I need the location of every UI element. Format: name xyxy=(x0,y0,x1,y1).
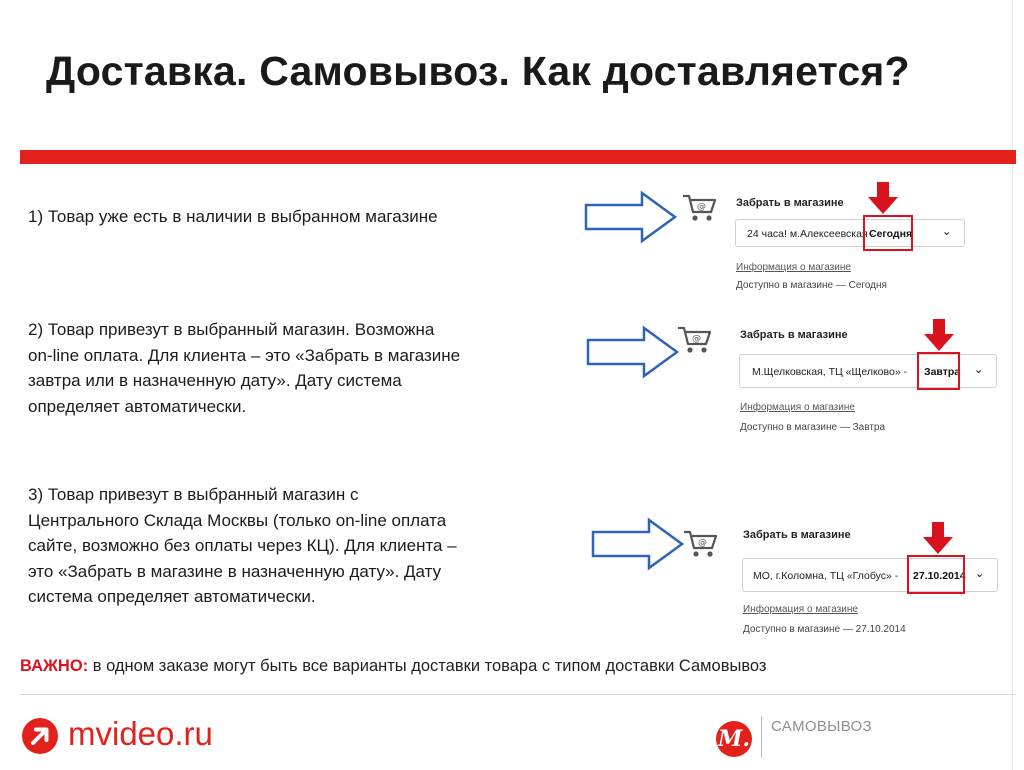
item-1-line: 1) Товар уже есть в наличии в выбранном магазине xyxy=(28,207,438,226)
availability-text: Доступно в магазине — Завтра xyxy=(740,422,886,433)
right-arrow-icon xyxy=(591,517,685,571)
store-info-link[interactable]: Информация о магазине xyxy=(740,402,855,413)
pickup-label: Забрать в магазине xyxy=(736,197,844,209)
right-arrow-icon xyxy=(584,190,678,244)
cart-icon xyxy=(676,324,716,356)
item-3-description xyxy=(28,482,457,610)
slide-edge xyxy=(1012,0,1013,770)
store-name: МО, г.Коломна, ТЦ «Глобус» - xyxy=(753,570,899,582)
important-label: ВАЖНО: xyxy=(20,657,89,675)
availability-text: Доступно в магазине — Сегодня xyxy=(736,280,887,291)
store-info-link[interactable]: Информация о магазине xyxy=(743,604,858,615)
svg-text:@: @ xyxy=(692,334,701,344)
mvideo-logo-icon xyxy=(22,718,58,754)
down-arrow-icon xyxy=(923,318,955,352)
svg-text:@: @ xyxy=(697,202,706,212)
pickup-date: Завтра xyxy=(924,366,961,378)
pickup-label: Забрать в магазине xyxy=(743,529,851,541)
chevron-down-icon[interactable]: ⌄ xyxy=(974,364,984,376)
store-name: М.Щелковская, ТЦ «Щелково» - xyxy=(752,366,908,378)
store-name: 24 часа! м.Алексеевская · xyxy=(747,228,875,240)
m-logo: М. xyxy=(716,721,752,757)
section-label: САМОВЫВОЗ xyxy=(771,718,872,735)
svg-text:@: @ xyxy=(698,538,707,548)
item-3-line: это «Забрать в магазине в назначенную дату». Дату xyxy=(28,561,442,581)
item-3-line: Центрального Склада Москвы (только on-line оплата xyxy=(28,510,447,530)
pickup-label: Забрать в магазине xyxy=(740,329,848,341)
date-highlight xyxy=(907,555,965,594)
chevron-down-icon[interactable]: ⌄ xyxy=(942,226,952,238)
store-select[interactable] xyxy=(735,219,965,247)
date-highlight xyxy=(863,215,913,251)
slide-title: Доставка. Самовывоз. Как доставляется? xyxy=(46,48,910,94)
footer-separator xyxy=(761,716,762,758)
pickup-date: Сегодня xyxy=(869,228,913,240)
chevron-down-icon[interactable]: ⌄ xyxy=(975,568,985,580)
title-divider xyxy=(20,150,1016,164)
item-2-line: определяет автоматически. xyxy=(28,396,247,416)
right-arrow-icon xyxy=(586,325,680,379)
item-3-line: система определяет автоматически. xyxy=(28,587,316,606)
important-note xyxy=(20,657,766,676)
cart-icon xyxy=(682,528,722,560)
cart-icon xyxy=(681,192,721,224)
item-3-line: сайте, возможно без оплаты через КЦ). Для клиента – xyxy=(28,536,457,555)
item-3-line: 3) Товар привезут в выбранный магазин с xyxy=(28,485,359,504)
down-arrow-icon xyxy=(922,521,954,555)
footer-divider xyxy=(20,694,1016,695)
pickup-date: 27.10.2014 xyxy=(913,570,966,582)
item-2-line: on-line оплата. Для клиента – это «Забрать в магазине xyxy=(28,345,461,365)
mvideo-logo-text: mvideo.ru xyxy=(68,715,213,752)
item-1-description xyxy=(28,204,438,230)
important-text: в одном заказе могут быть все варианты доставки товара с типом доставки Самовывоз xyxy=(88,657,767,675)
up-right-arrow-icon xyxy=(22,718,58,754)
store-info-link[interactable]: Информация о магазине xyxy=(736,262,851,273)
item-2-line: завтра или в назначенную дату». Дату система xyxy=(28,371,402,390)
item-2-description xyxy=(28,317,460,419)
date-highlight xyxy=(917,352,960,390)
availability-text: Доступно в магазине — 27.10.2014 xyxy=(743,624,906,635)
down-arrow-icon xyxy=(867,181,899,215)
item-2-line: 2) Товар привезут в выбранный магазин. Возможна xyxy=(28,320,435,339)
